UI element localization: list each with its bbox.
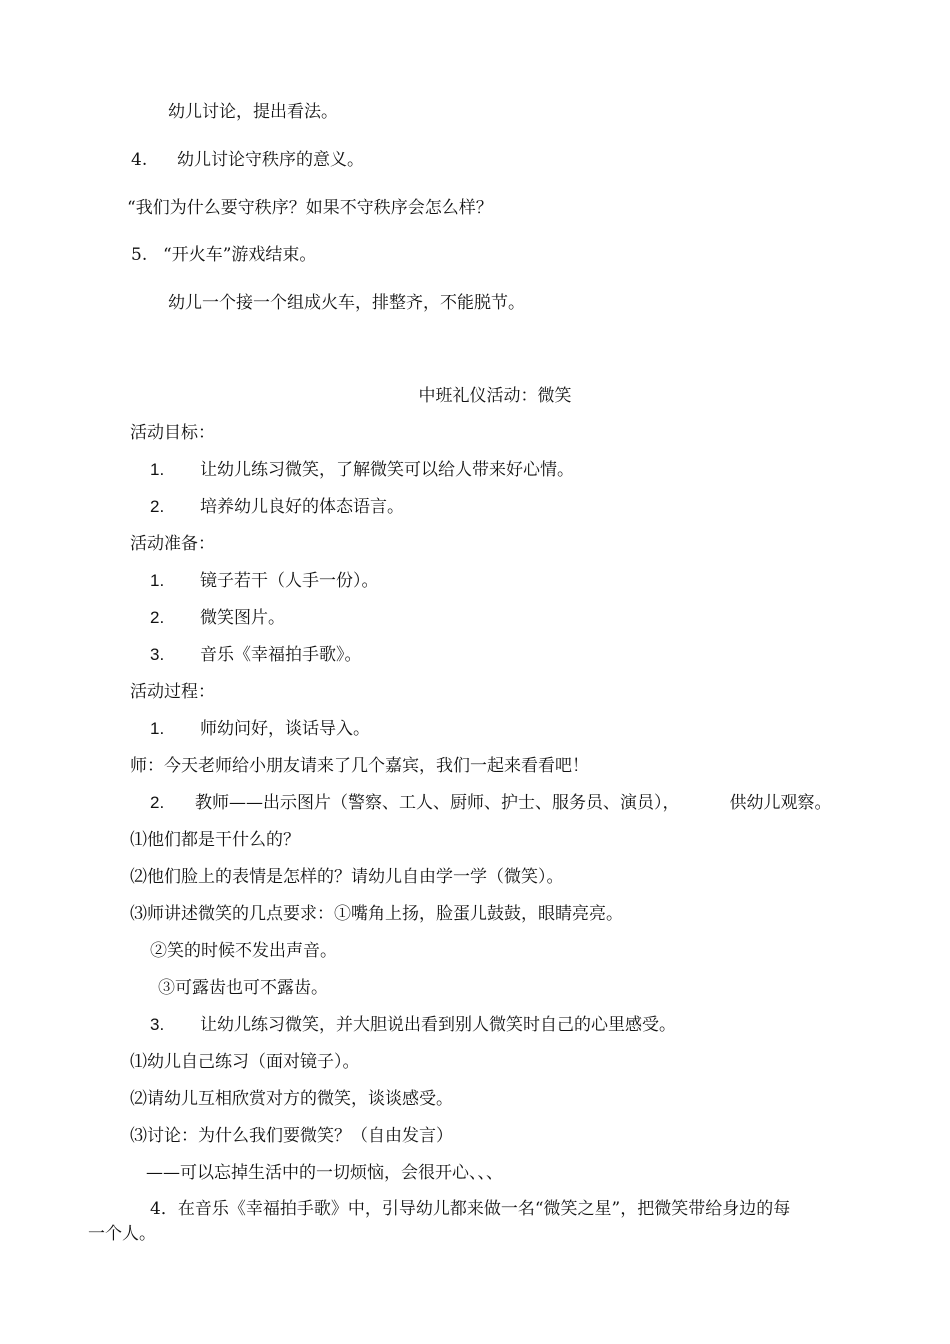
sub-item: ——可以忘掉生活中的一切烦恼，会很开心、、、 (146, 1163, 503, 1183)
item-text: 师幼问好，谈话导入。 (200, 719, 370, 739)
item-text: 音乐《幸福拍手歌》。 (200, 645, 362, 665)
paragraph: 幼儿讨论，提出看法。 (168, 102, 338, 122)
item-number: 1. (150, 571, 165, 590)
paragraph: 幼儿一个接一个组成火车，排整齐，不能脱节。 (168, 293, 525, 313)
heading-process: 活动过程： (130, 682, 215, 702)
sub-item: ⑶讨论：为什么我们要微笑？（自由发言） (130, 1126, 453, 1146)
list-item (150, 1013, 676, 1037)
sub-item: ⑴幼儿自己练习（面对镜子）。 (130, 1052, 360, 1072)
item-text: 培养幼儿良好的体态语言。 (200, 497, 404, 517)
list-item (150, 606, 285, 630)
section-title: 中班礼仪活动：微笑 (418, 386, 572, 406)
item-number: 2. (150, 793, 165, 812)
sub-item: ⑵他们脸上的表情是怎样的？请幼儿自由学一学（微笑）。 (130, 867, 564, 887)
list-item (150, 569, 379, 593)
paragraph-item-4-continued: 一个人。 (88, 1224, 156, 1244)
sub-item: ②笑的时候不发出声音。 (150, 941, 337, 961)
item-text: 幼儿讨论守秩序的意义。 (177, 150, 364, 170)
item-number: 3. (150, 645, 165, 664)
item-text: 让幼儿练习微笑，了解微笑可以给人带来好心情。 (200, 460, 574, 480)
heading-prep: 活动准备： (130, 534, 215, 554)
item-text: 镜子若干（人手一份）。 (200, 571, 379, 591)
item-number: 2. (150, 608, 165, 627)
sub-item: ⑵请幼儿互相欣赏对方的微笑，谈谈感受。 (130, 1089, 453, 1109)
item-number: 4. (131, 150, 148, 170)
list-item-4 (131, 148, 364, 172)
list-item (150, 717, 370, 741)
paragraph-item-4: 4．在音乐《幸福拍手歌》中，引导幼儿都来做一名“微笑之星”，把微笑带给身边的每 (150, 1199, 791, 1219)
item-number: 3. (150, 1015, 165, 1034)
sub-item: ⑴他们都是干什么的？ (130, 830, 300, 850)
item-number: 1. (150, 460, 165, 479)
item-text: 微笑图片。 (200, 608, 285, 628)
heading-goals: 活动目标： (130, 423, 215, 443)
list-item (150, 643, 362, 667)
paragraph-quote: “我们为什么要守秩序？如果不守秩序会怎么样？ (127, 198, 493, 218)
list-item (150, 458, 574, 482)
item-text: 让幼儿练习微笑，并大胆说出看到别人微笑时自己的心里感受。 (200, 1015, 676, 1035)
item-text: 教师——出示图片（警察、工人、厨师、护士、服务员、演员）， (195, 793, 680, 813)
list-item-5 (131, 243, 316, 267)
item-number: 2. (150, 497, 165, 516)
sub-item: ⑶师讲述微笑的几点要求：①嘴角上扬，脸蛋儿鼓鼓，眼睛亮亮。 (130, 904, 623, 924)
list-item (150, 495, 404, 519)
item-number: 1. (150, 719, 165, 738)
sub-item: ③可露齿也可不露齿。 (158, 978, 328, 998)
item-number: 5. (131, 245, 148, 265)
item-text: “开火车”游戏结束。 (163, 245, 317, 265)
item-text-continued: 供幼儿观察。 (729, 793, 832, 813)
list-item (150, 791, 832, 815)
paragraph-teacher: 师：今天老师给小朋友请来了几个嘉宾，我们一起来看看吧！ (130, 756, 589, 776)
